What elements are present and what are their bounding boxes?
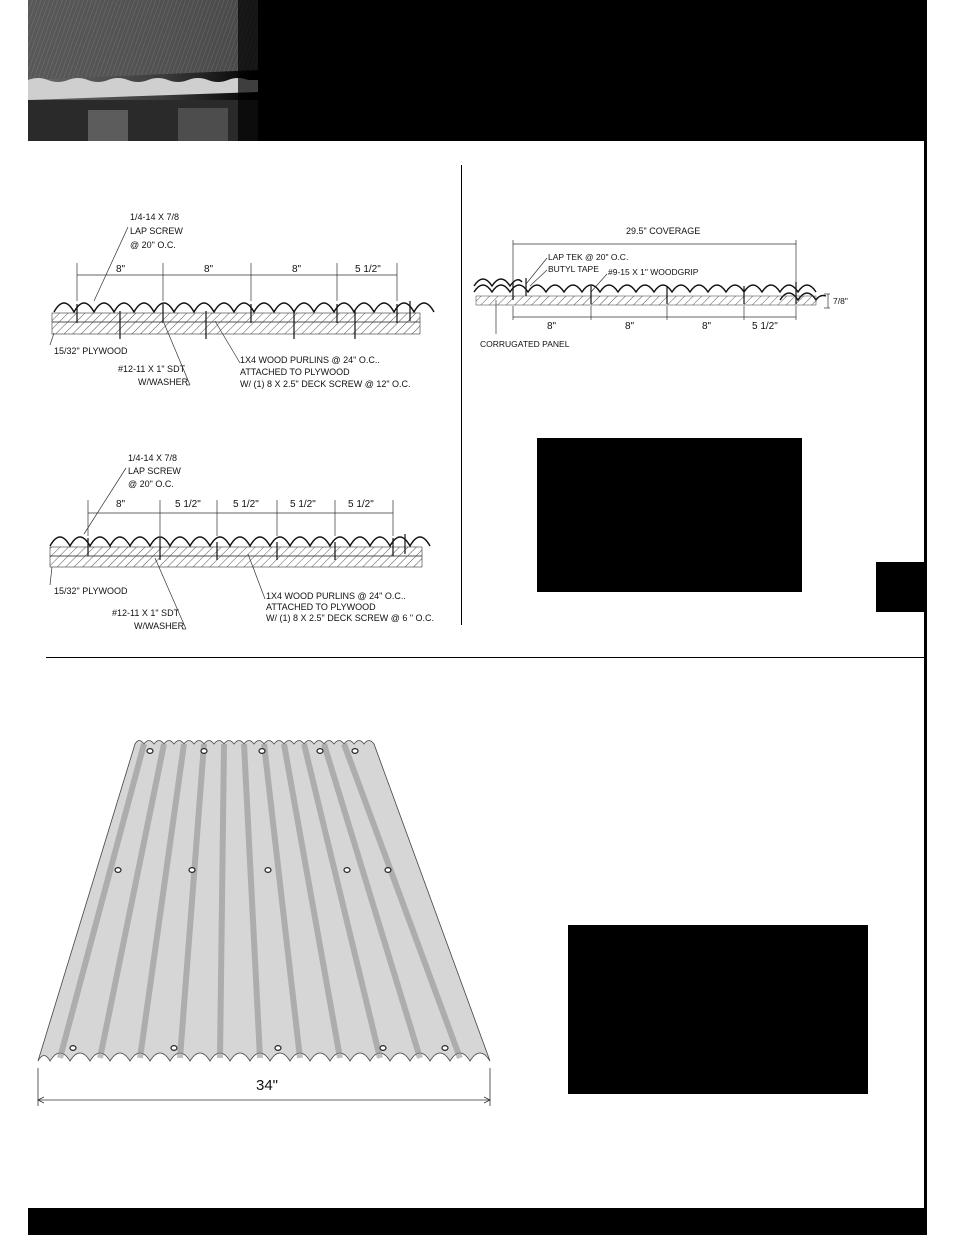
detail-a-spacing-1: 8" — [116, 264, 126, 275]
detail-a-diagram — [40, 205, 460, 400]
detail-b-diagram — [470, 222, 870, 357]
detail-a-corrugation — [54, 303, 434, 312]
detail-a-spacing-3: 8" — [292, 264, 302, 275]
panel-body — [38, 741, 490, 1062]
detail-c-screw-line2: W/WASHER — [134, 621, 185, 631]
detail-c-screw-line1: #12-11 X 1" SDT — [112, 608, 180, 618]
detail-b-coverage-label: 29.5" COVERAGE — [626, 226, 701, 236]
detail-c-lap-screw-line3: @ 20" O.C. — [128, 479, 174, 489]
detail-a-lap-screw-line1: 1/4-14 X 7/8 — [130, 212, 180, 222]
detail-a-screw-line2: W/WASHER — [138, 377, 189, 387]
detail-c-lap-screw-line1: 1/4-14 X 7/8 — [128, 453, 178, 463]
detail-b-spacing-1: 8" — [547, 321, 557, 332]
detail-b-spacing-2: 8" — [625, 321, 635, 332]
panel-width-label: 34" — [256, 1077, 279, 1094]
detail-c-corrugation — [50, 537, 430, 546]
detail-a-purlins-line1: 1X4 WOOD PURLINS @ 24" O.C.. — [240, 355, 380, 365]
vertical-divider — [461, 165, 462, 625]
detail-a-callout-lap-screw — [94, 212, 183, 301]
detail-b-spacing-3: 8" — [702, 321, 712, 332]
detail-b-lap-tek-label: LAP TEK @ 20" O.C. — [548, 252, 629, 262]
detail-c-purlins-line3: W/ (1) 8 X 2.5" DECK SCREW @ 6 " O.C. — [266, 613, 435, 623]
footer-band — [28, 1208, 926, 1235]
right-edge-rule — [924, 0, 927, 1235]
detail-a-plywood-layer — [52, 322, 420, 334]
detail-c-purlin-layer — [50, 547, 422, 556]
detail-c-purlins-line1: 1X4 WOOD PURLINS @ 24" O.C.. — [266, 591, 406, 601]
detail-c-plywood-label: 15/32" PLYWOOD — [54, 586, 128, 596]
detail-c-purlins-line2: ATTACHED TO PLYWOOD — [266, 602, 376, 612]
header-band — [28, 0, 926, 141]
detail-b-substrate — [476, 296, 816, 305]
detail-a-lap-screw-line2: LAP SCREW — [130, 226, 183, 236]
detail-a-lap-screw-line3: @ 20" O.C. — [130, 240, 176, 250]
detail-c-lap-screw-line2: LAP SCREW — [128, 466, 181, 476]
header-roof-photo — [28, 0, 926, 141]
corrugated-panel-illustration — [28, 728, 503, 1113]
info-box-top — [537, 438, 802, 592]
detail-b-spacing-4: 5 1/2" — [752, 321, 778, 332]
info-box-bottom — [568, 925, 868, 1094]
detail-c-spacing-4: 5 1/2" — [290, 499, 316, 510]
detail-b-panel-label: CORRUGATED PANEL — [480, 339, 570, 349]
detail-b-butyl-label: BUTYL TAPE — [548, 264, 599, 274]
detail-b-corrugation — [474, 285, 816, 292]
horizontal-divider — [46, 657, 924, 658]
detail-c-spacing-2: 5 1/2" — [175, 499, 201, 510]
detail-a-purlin-layer — [52, 313, 420, 322]
detail-c-spacing-5: 5 1/2" — [348, 499, 374, 510]
detail-a-spacing-2: 8" — [204, 264, 214, 275]
detail-a-dimensions — [77, 263, 397, 301]
detail-c-spacing-1: 8" — [116, 499, 126, 510]
detail-a-spacing-4: 5 1/2" — [355, 264, 381, 275]
detail-a-purlins-line2: ATTACHED TO PLYWOOD — [240, 367, 350, 377]
detail-c-spacing-3: 5 1/2" — [233, 499, 259, 510]
detail-a-purlins-line3: W/ (1) 8 X 2.5" DECK SCREW @ 12" O.C. — [240, 379, 411, 389]
detail-c-diagram — [40, 448, 460, 633]
detail-a-plywood-label: 15/32" PLYWOOD — [54, 346, 128, 356]
section-tab — [876, 562, 926, 612]
detail-b-height-label: 7/8" — [833, 296, 848, 306]
detail-b-woodgrip-label: #9-15 X 1" WOODGRIP — [608, 267, 699, 277]
detail-a-screw-line1: #12-11 X 1" SDT — [118, 364, 186, 374]
detail-c-plywood-layer — [50, 556, 422, 567]
